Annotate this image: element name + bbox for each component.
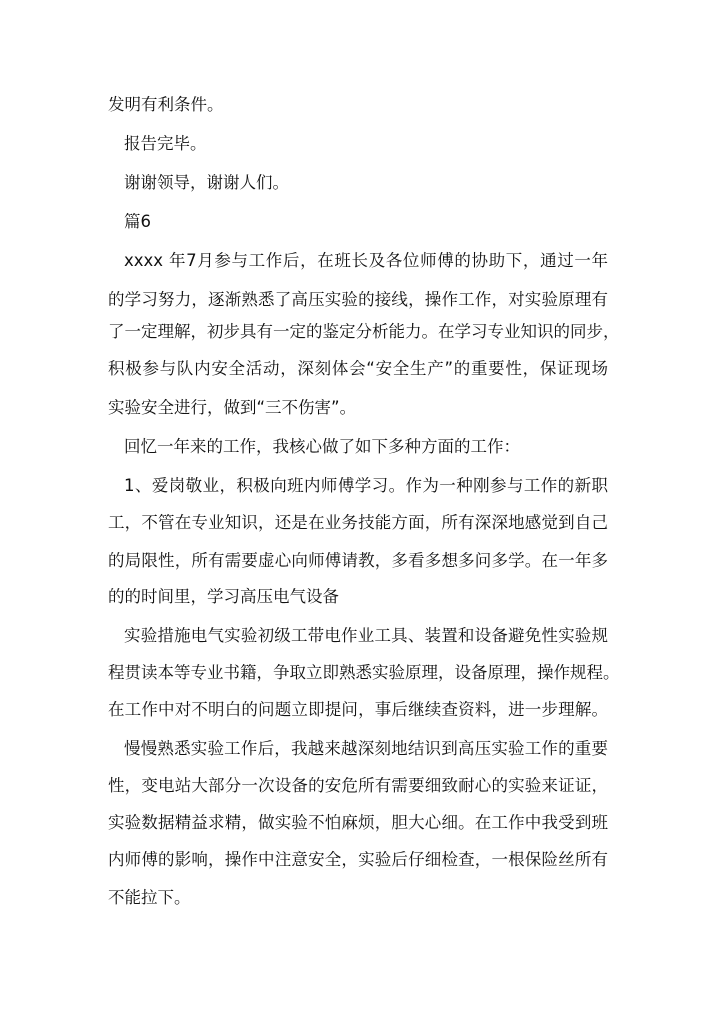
text-line: 工，不管在专业知识，还是在业务技能方面，所有深深地感觉到自己: [108, 513, 608, 532]
text-line: 了一定理解，初步具有一定的鉴定分析能力。在学习专业知识的同步，: [108, 322, 620, 341]
text-line: 内师傅的影响，操作中注意安全，实验后仔细检查，一根保险丝所有: [108, 850, 608, 869]
text-line: 程贯读本等专业书籍，争取立即熟悉实验原理，设备原理，操作规程。: [108, 663, 620, 682]
text-line: 实验安全进行，做到“三不伤害”。: [108, 398, 357, 417]
text-line: 的局限性，所有需要虚心向师傅请教，多看多想多问多学。在一年多: [108, 551, 608, 570]
text-line: xxxx 年7月参与工作后，在班长及各位师傅的协助下，通过一年: [124, 251, 608, 270]
text-line: 在工作中对不明白的问题立即提问，事后继续查资料，进一步理解。: [108, 700, 608, 719]
text-line: 的学习努力，逐渐熟悉了高压实验的接线，操作工作，对实验原理有: [108, 290, 608, 309]
text-line: 积极参与队内安全活动，深刻体会“安全生产”的重要性，保证现场: [108, 359, 608, 378]
text-line: 谢谢领导，谢谢人们。: [124, 173, 289, 192]
text-line: 实验措施电气实验初级工带电作业工具、装置和设备避免性实验规: [124, 626, 608, 645]
text-line: 实验数据精益求精，做实验不怕麻烦，胆大心细。在工作中我受到班: [108, 813, 608, 832]
text-line: 的的时间里，学习高压电气设备: [108, 587, 339, 606]
section-heading: 篇6: [124, 212, 151, 231]
text-line: 慢慢熟悉实验工作后，我越来越深刻地结识到高压实验工作的重要: [124, 739, 608, 758]
text-line: 回忆一年来的工作，我核心做了如下多种方面的工作：: [124, 437, 520, 456]
text-line: 发明有利条件。: [108, 95, 224, 114]
text-line: 不能拉下。: [108, 888, 191, 907]
text-line: 1、爱岗敬业，积极向班内师傅学习。作为一种刚参与工作的新职: [124, 476, 608, 495]
text-line: 报告完毕。: [124, 134, 207, 153]
text-line: 性，变电站大部分一次设备的安危所有需要细致耐心的实验来证证，: [108, 776, 608, 795]
